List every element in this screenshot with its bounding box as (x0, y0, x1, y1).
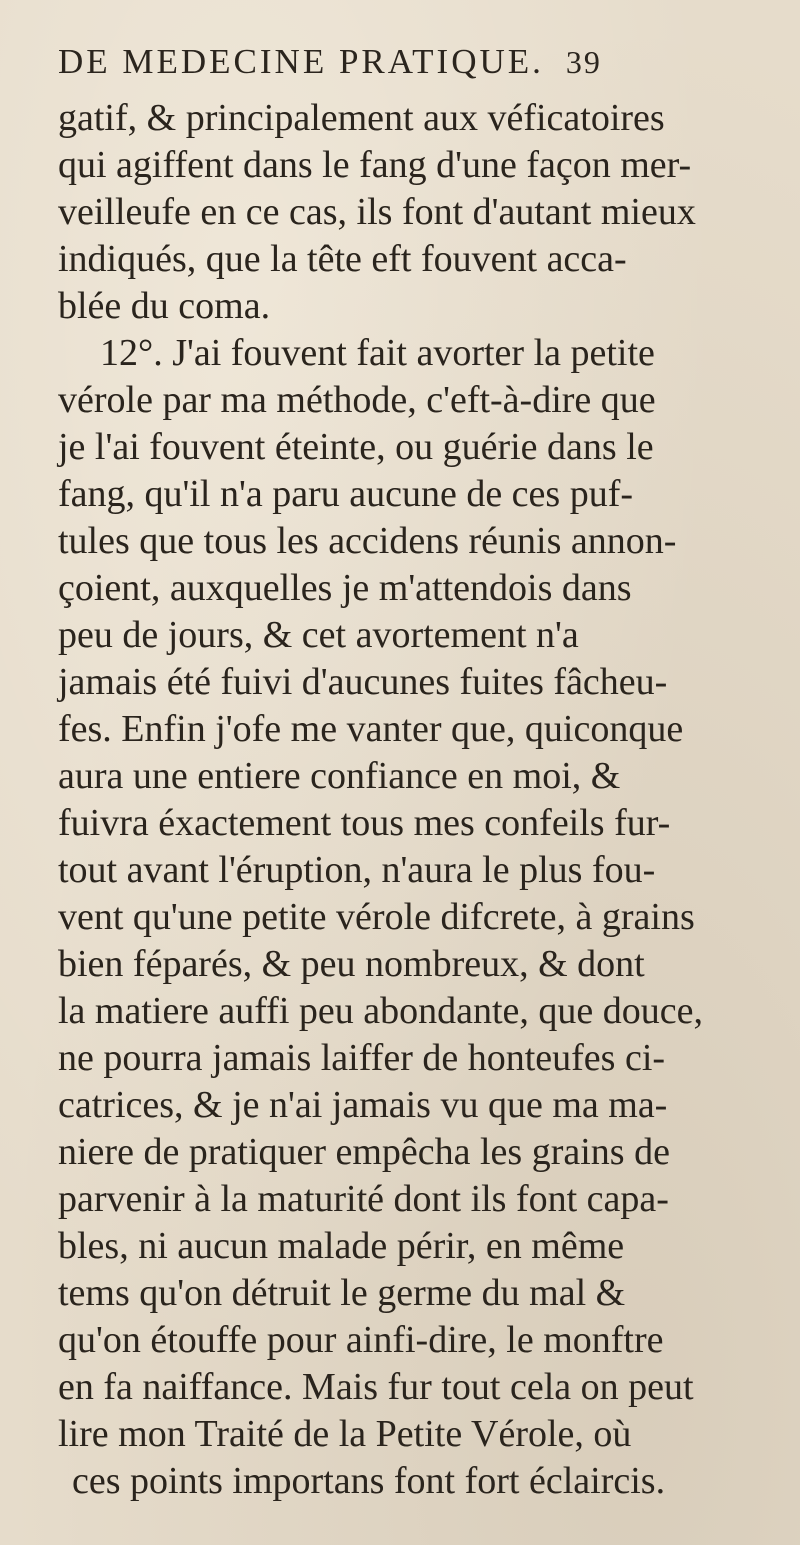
text-line: peu de jours, & cet avortement n'a (58, 614, 579, 656)
paragraph-start-line: 12°. J'ai fouvent fait avorter la petite (100, 332, 655, 374)
text-line: veilleufe en ce cas, ils font d'autant mieux (58, 191, 696, 233)
text-line: fuivra éxactement tous mes confeils fur- (58, 802, 671, 844)
text-line: tules que tous les accidens réunis annon- (58, 520, 677, 562)
text-line: çoient, auxquelles je m'attendois dans (58, 567, 632, 609)
text-line: jamais été fuivi d'aucunes fuites fâcheu- (58, 661, 668, 703)
text-line: blée du coma. (58, 285, 271, 327)
text-line: tems qu'on détruit le germe du mal & (58, 1272, 626, 1314)
text-line: la matiere auffi peu abondante, que douce, (58, 990, 704, 1032)
text-line: lire mon Traité de la Petite Vérole, où (58, 1413, 632, 1455)
text-line: niere de pratiquer empêcha les grains de (58, 1131, 670, 1173)
running-title: DE MEDECINE PRATIQUE. (58, 42, 544, 81)
page-number: 39 (565, 44, 602, 80)
text-line: bien féparés, & peu nombreux, & dont (58, 943, 645, 985)
text-line: aura une entiere confiance en moi, & (58, 755, 621, 797)
text-line: parvenir à la maturité dont ils font capa- (58, 1178, 669, 1220)
text-line: je l'ai fouvent éteinte, ou guérie dans le (58, 426, 654, 468)
text-line: fes. Enfin j'ofe me vanter que, quiconque (58, 708, 684, 750)
text-line: indiqués, que la tête eft fouvent acca- (58, 238, 627, 280)
text-line: qu'on étouffe pour ainfi-dire, le monftre (58, 1319, 664, 1361)
text-line: tout avant l'éruption, n'aura le plus fou- (58, 849, 656, 891)
text-line: bles, ni aucun malade périr, en même (58, 1225, 625, 1267)
text-line: vérole par ma méthode, c'eft-à-dire que (58, 379, 656, 421)
text-line: fang, qu'il n'a paru aucune de ces puf- (58, 473, 634, 515)
text-line: en fa naiffance. Mais fur tout cela on peut (58, 1366, 694, 1408)
text-line: gatif, & principalement aux véficatoires (58, 97, 665, 139)
text-line: catrices, & je n'ai jamais vu que ma ma- (58, 1084, 668, 1126)
text-line: qui agiffent dans le fang d'une façon mer- (58, 144, 692, 186)
text-line: ne pourra jamais laiffer de honteufes ci- (58, 1037, 666, 1079)
text-line: ces points importans font fort éclaircis. (72, 1460, 666, 1502)
page-header (58, 42, 748, 86)
text-line: vent qu'une petite vérole difcrete, à grains (58, 896, 695, 938)
